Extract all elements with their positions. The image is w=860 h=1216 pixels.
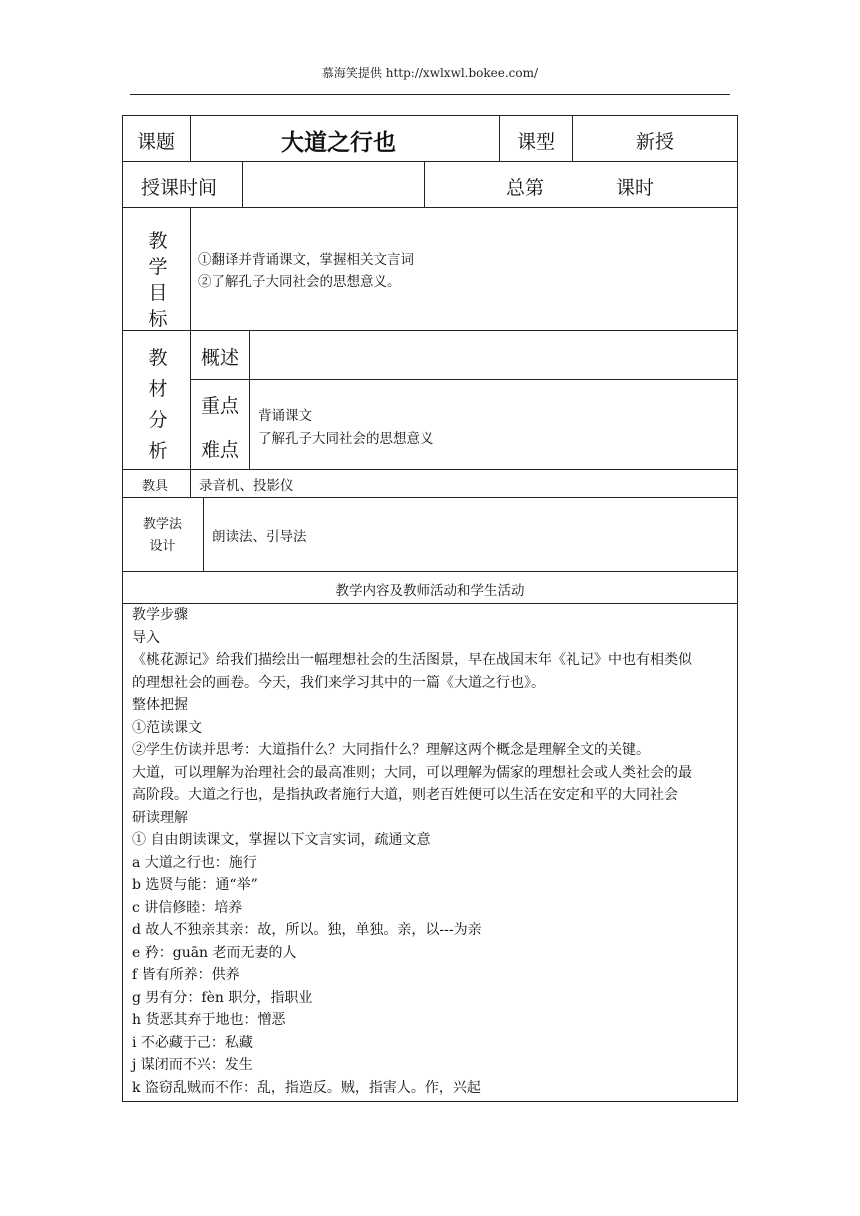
col-divider — [424, 161, 425, 207]
header-divider — [130, 94, 730, 95]
lesson-title: 大道之行也 — [281, 129, 396, 156]
content-line: i 不必藏于己：私藏 — [132, 1034, 253, 1051]
difficulties-value: 了解孔子大同社会的思想意义 — [258, 431, 434, 447]
row-divider — [122, 497, 738, 498]
content-line: a 大道之行也：施行 — [132, 854, 257, 871]
col-divider — [572, 115, 573, 161]
content-line: j 谋闭而不兴：发生 — [132, 1057, 253, 1073]
col-divider — [203, 497, 204, 571]
objective-item: ②了解孔子大同社会的思想意义。 — [198, 274, 401, 290]
analysis-divider — [191, 379, 738, 380]
row-divider — [122, 469, 738, 470]
tools-value: 录音机、投影仪 — [199, 478, 294, 494]
content-line: 导入 — [132, 629, 160, 646]
page-header: 慕海笑提供 http://xwlxwl.bokee.com/ — [321, 66, 539, 80]
content-line: 《桃花源记》给我们描绘出一幅理想社会的生活图景，早在战国末年《礼记》中也有相类似 — [132, 652, 692, 668]
col-divider — [190, 207, 191, 469]
key-points-value: 背诵课文 — [258, 408, 312, 424]
content-line: c 讲信修睦：培养 — [132, 899, 243, 916]
content-line: ②学生仿读并思考：大道指什么？大同指什么？理解这两个概念是理解全文的关键。 — [132, 742, 650, 758]
row-divider — [122, 571, 738, 572]
content-line: 教学步骤 — [132, 607, 188, 623]
period-label: 课时 — [616, 177, 655, 199]
analysis-label: 教 材 分 析 — [148, 347, 168, 462]
lesson-type-label: 课型 — [517, 131, 556, 153]
content-line: b 选贤与能：通“举” — [132, 877, 258, 893]
content-line: d 故人不独亲其亲：故，所以。独，单独。亲，以---为亲 — [132, 922, 482, 938]
content-line: h 货恶其弃于地也：憎恶 — [132, 1012, 286, 1028]
content-line: e 矜：guān 老而无妻的人 — [132, 944, 297, 961]
objectives-label: 教 学 目 标 — [148, 230, 168, 330]
total-number-label: 总第 — [506, 177, 545, 199]
content-line: ①范读课文 — [132, 719, 202, 736]
lesson-time-label: 授课时间 — [141, 177, 218, 199]
row-divider — [122, 207, 738, 208]
method-value: 朗读法、引导法 — [212, 529, 307, 545]
content-line: 研读理解 — [132, 809, 188, 826]
content-line: 大道，可以理解为治理社会的最高准则；大同，可以理解为儒家的理想社会或人类社会的最 — [132, 764, 692, 781]
content-line: ① 自由朗读课文，掌握以下文言实词，疏通文意 — [132, 832, 431, 848]
tools-label: 教具 — [142, 479, 169, 494]
col-divider — [190, 115, 191, 161]
row-divider — [122, 330, 738, 331]
course-label: 课题 — [137, 131, 176, 153]
lesson-type-value: 新授 — [636, 131, 675, 153]
row-divider — [122, 161, 738, 162]
lesson-content — [132, 604, 734, 1099]
method-label: 教学法 设计 — [142, 517, 182, 554]
content-line: 整体把握 — [132, 697, 188, 713]
content-line: g 男有分：fèn 职分，指职业 — [132, 989, 313, 1006]
content-line: k 盗窃乱贼而不作：乱，指造反。贼，指害人。作，兴起 — [132, 1079, 481, 1096]
col-divider — [190, 469, 191, 497]
col-divider — [499, 115, 500, 161]
col-divider — [242, 161, 243, 207]
objective-item: ①翻译并背诵课文，掌握相关文言词 — [198, 252, 414, 268]
difficulties-label: 难点 — [201, 439, 240, 461]
content-line: 高阶段。大道之行也，是指执政者施行大道，则老百姓便可以生活在安定和平的大同社会 — [132, 787, 678, 803]
overview-label: 概述 — [201, 347, 240, 369]
key-points-label: 重点 — [201, 395, 240, 417]
content-line: 的理想社会的画卷。今天，我们来学习其中的一篇《大道之行也》。 — [132, 674, 545, 691]
content-line: f 皆有所养：供养 — [132, 967, 240, 983]
section-header: 教学内容及教师活动和学生活动 — [335, 583, 525, 599]
col-divider — [249, 330, 250, 469]
